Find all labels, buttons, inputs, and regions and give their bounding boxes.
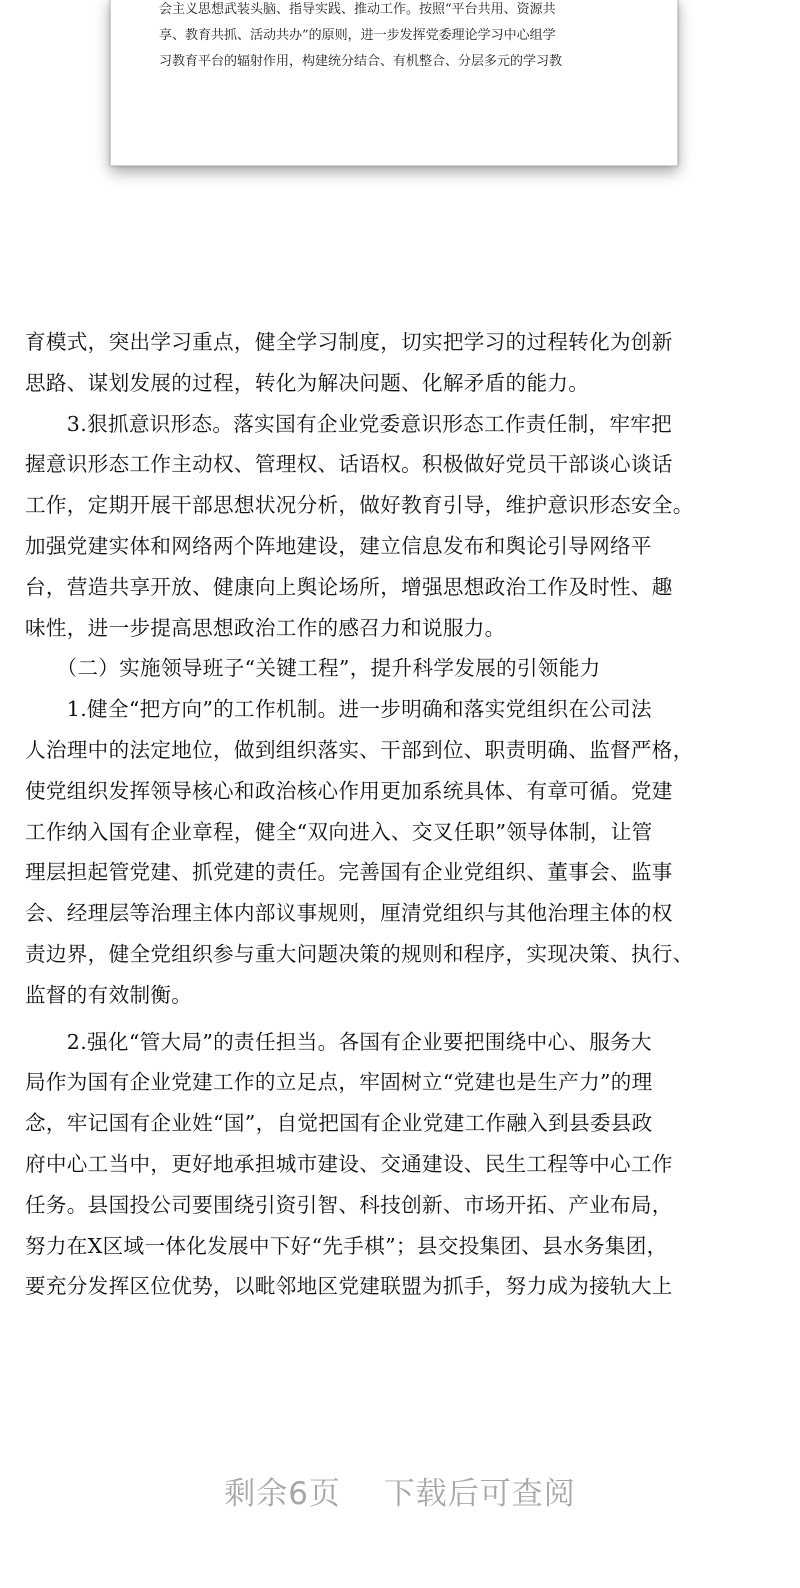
body-line: 握意识形态工作主动权、管理权、话语权。积极做好党员干部谈心谈话	[25, 452, 673, 477]
body-line: 3.狠抓意识形态。落实国有企业党委意识形态工作责任制，牢牢把	[25, 411, 673, 436]
body-line: 任务。县国投公司要围绕引资引智、科技创新、市场开拓、产业布局，	[25, 1192, 673, 1217]
body-line: 府中心工当中，更好地承担城市建设、交通建设、民生工程等中心工作	[25, 1151, 673, 1176]
body-line: 工作，定期开展干部思想状况分析，做好教育引导，维护意识形态安全。	[25, 493, 694, 518]
preview-line: 享、教育共抓、活动共办”的原则，进一步发挥党委理论学习中心组学	[159, 28, 556, 43]
body-line: 1.健全“把方向”的工作机制。进一步明确和落实党组织在公司法	[25, 697, 652, 722]
preview-line: 习教育平台的辐射作用，构建统分结合、有机整合、分层多元的学习教	[159, 54, 563, 69]
body-line: 工作纳入国有企业章程，健全“双向进入、交叉任职”领导体制，让管	[25, 819, 653, 844]
body-line: 局作为国有企业党建工作的立足点，牢固树立“党建也是生产力”的理	[25, 1070, 653, 1095]
preview-line: 会主义思想武装头脑、指导实践、推动工作。按照“平台共用、资源共	[159, 2, 556, 17]
download-to-view-label[interactable]: 下载后可查阅	[383, 1476, 576, 1512]
body-line: 会、经理层等治理主体内部议事规则，厘清党组织与其他治理主体的权	[25, 901, 673, 926]
body-line: 努力在X区域一体化发展中下好“先手棋”；县交投集团、县水务集团，	[25, 1233, 668, 1258]
body-line: 思路、谋划发展的过程，转化为解决问题、化解矛盾的能力。	[25, 370, 590, 395]
body-line: 人治理中的法定地位，做到组织落实、干部到位、职责明确、监督严格，	[25, 737, 694, 762]
preview-page-card	[110, 0, 678, 166]
body-line: 台，营造共享开放、健康向上舆论场所，增强思想政治工作及时性、趣	[25, 574, 673, 599]
body-line: 念，牢记国有企业姓“国”，自觉把国有企业党建工作融入到县委县政	[25, 1111, 653, 1136]
body-line: 责边界，健全党组织参与重大问题决策的规则和程序，实现决策、执行、	[25, 941, 694, 966]
body-line: 育模式，突出学习重点，健全学习制度，切实把学习的过程转化为创新	[25, 330, 673, 354]
document-body	[25, 322, 775, 1307]
download-prompt[interactable]	[0, 1468, 800, 1513]
body-line: 监督的有效制衡。	[25, 982, 193, 1007]
body-line: 味性，进一步提高思想政治工作的感召力和说服力。	[25, 615, 506, 640]
preview-page-text	[159, 0, 649, 75]
body-line: 理层担起管党建、抓党建的责任。完善国有企业党组织、董事会、监事	[25, 860, 673, 885]
remaining-pages-label[interactable]: 剩余6页	[224, 1476, 341, 1512]
section-heading: （二）实施领导班子“关键工程”，提升科学发展的引领能力	[25, 656, 601, 681]
body-line: 加强党建实体和网络两个阵地建设，建立信息发布和舆论引导网络平	[25, 533, 652, 558]
body-line: 使党组织发挥领导核心和政治核心作用更加系统具体、有章可循。党建	[25, 778, 673, 803]
body-line: 要充分发挥区位优势，以毗邻地区党建联盟为抓手，努力成为接轨大上	[25, 1274, 673, 1299]
body-line: 2.强化“管大局”的责任担当。各国有企业要把围绕中心、服务大	[25, 1029, 652, 1054]
